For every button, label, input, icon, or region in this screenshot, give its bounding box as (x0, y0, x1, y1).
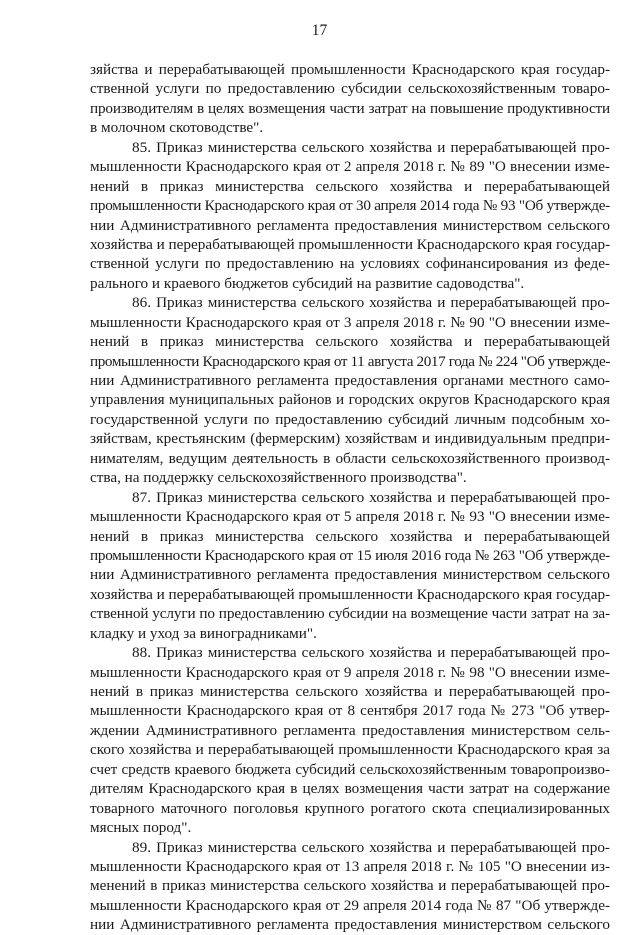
text-line: рального и краевого бюджетов субсидий на развитие садоводства". (90, 274, 525, 292)
text-line: дителям Краснодарского края в целях возмещения части затрат на содержание (90, 780, 610, 798)
text-line: в молочном скотоводстве". (90, 119, 264, 137)
text-line: нений в приказ министерства сельского хозяйства и перерабатывающей (90, 177, 610, 195)
text-line: зяйства и перерабатывающей промышленности Краснодарского края государ- (90, 61, 610, 78)
text-line: кладку и уход за виноградниками". (90, 624, 317, 642)
text-line: ства, на поддержку сельскохозяйственного производства". (90, 469, 467, 487)
text-line: хозяйства и перерабатывающей промышленности Краснодарского края государ- (90, 585, 611, 603)
text-line: 85. Приказ министерства сельского хозяйства и перерабатывающей про- (132, 138, 610, 156)
text-line: мясных пород". (90, 819, 192, 837)
text-line: нии Административного регламента предоставления министерством сельского (90, 566, 610, 584)
text-line: 88. Приказ министерства сельского хозяйства и перерабатывающей про- (132, 644, 610, 662)
text-line: хозяйства и перерабатывающей промышленности Краснодарского края государ- (90, 235, 611, 253)
text-line: мышленности Краснодарского края от 3 апреля 2018 г. № 90 "О внесении изме- (90, 313, 610, 331)
text-line: промышленности Краснодарского края от 30 апреля 2014 года № 93 "Об утвержде- (90, 197, 610, 215)
text-line: мышленности Краснодарского края от 13 апреля 2018 г. № 105 "О внесении из- (90, 857, 610, 875)
text-line: нений в приказ министерства сельского хозяйства и перерабатывающей (90, 527, 610, 545)
text-line: управления муниципальных районов и городских округов Краснодарского края (90, 391, 610, 409)
text-line: мышленности Краснодарского края от 2 апреля 2018 г. № 89 "О внесении изме- (90, 158, 610, 176)
text-line: менений в приказ министерства сельского хозяйства и перерабатывающей про- (90, 877, 610, 895)
text-line: нений в приказ министерства сельского хозяйства и перерабатывающей про- (90, 683, 610, 700)
text-line: ского хозяйства и перерабатывающей промышленности Краснодарского края за (90, 741, 610, 759)
text-line: счет средств краевого бюджета субсидий сельскохозяйственным товаропроизво- (90, 760, 610, 778)
text-line: мышленности Краснодарского края от 29 апреля 2014 года № 87 "Об утвержде- (90, 896, 610, 914)
page-number: 17 (311, 22, 328, 39)
text-line: 86. Приказ министерства сельского хозяйства и перерабатывающей про- (132, 294, 610, 312)
text-line: нии Административного регламента предоставления министерством сельского (90, 916, 610, 934)
document-body (90, 60, 610, 935)
text-line: зяйствам, крестьянским (фермерским) хозяйствам и индивидуальным предпри- (90, 430, 610, 448)
text-line: ственной услуги по предоставлению субсидии сельскохозяйственным товаро- (90, 80, 610, 98)
text-line: ственной услуги по предоставлению субсидии на возмещение части затрат на за- (90, 605, 610, 623)
text-line: производителям в целях возмещения части затрат на повышение продуктивности (90, 99, 610, 117)
text-line: 87. Приказ министерства сельского хозяйства и перерабатывающей про- (132, 488, 610, 506)
text-line: нии Административного регламента предоставления органами местного само- (90, 372, 610, 389)
text-line: мышленности Краснодарского края от 9 апреля 2018 г. № 98 "О внесении изме- (90, 663, 610, 681)
text-line: ждении Административного регламента предоставления министерством сель- (90, 721, 610, 739)
text-line: промышленности Краснодарского края от 11 августа 2017 года № 224 "Об утвержде- (90, 352, 610, 370)
text-line: мышленности Краснодарского края от 5 апреля 2018 г. № 93 "О внесении изме- (90, 508, 610, 526)
text-line: ственной услуги по предоставлению на условиях софинансирования из феде- (90, 255, 610, 273)
text-line: товарного маточного поголовья крупного рогатого скота специализированных (90, 799, 610, 817)
text-line: государственной услуги по предоставлению субсидий личным подсобным хо- (90, 410, 610, 428)
text-line: нии Административного регламента предоставления министерством сельского (90, 216, 610, 234)
text-line: промышленности Краснодарского края от 15 июля 2016 года № 263 "Об утвержде- (90, 546, 610, 564)
text-line: нимателям, ведущим деятельность в области сельскохозяйственного производ- (90, 449, 610, 467)
text-line: мышленности Краснодарского края от 8 сентября 2017 года № 273 "Об утвер- (90, 702, 610, 720)
text-line: нений в приказ министерства сельского хозяйства и перерабатывающей (90, 333, 610, 351)
text-line: 89. Приказ министерства сельского хозяйства и перерабатывающей про- (132, 838, 610, 856)
